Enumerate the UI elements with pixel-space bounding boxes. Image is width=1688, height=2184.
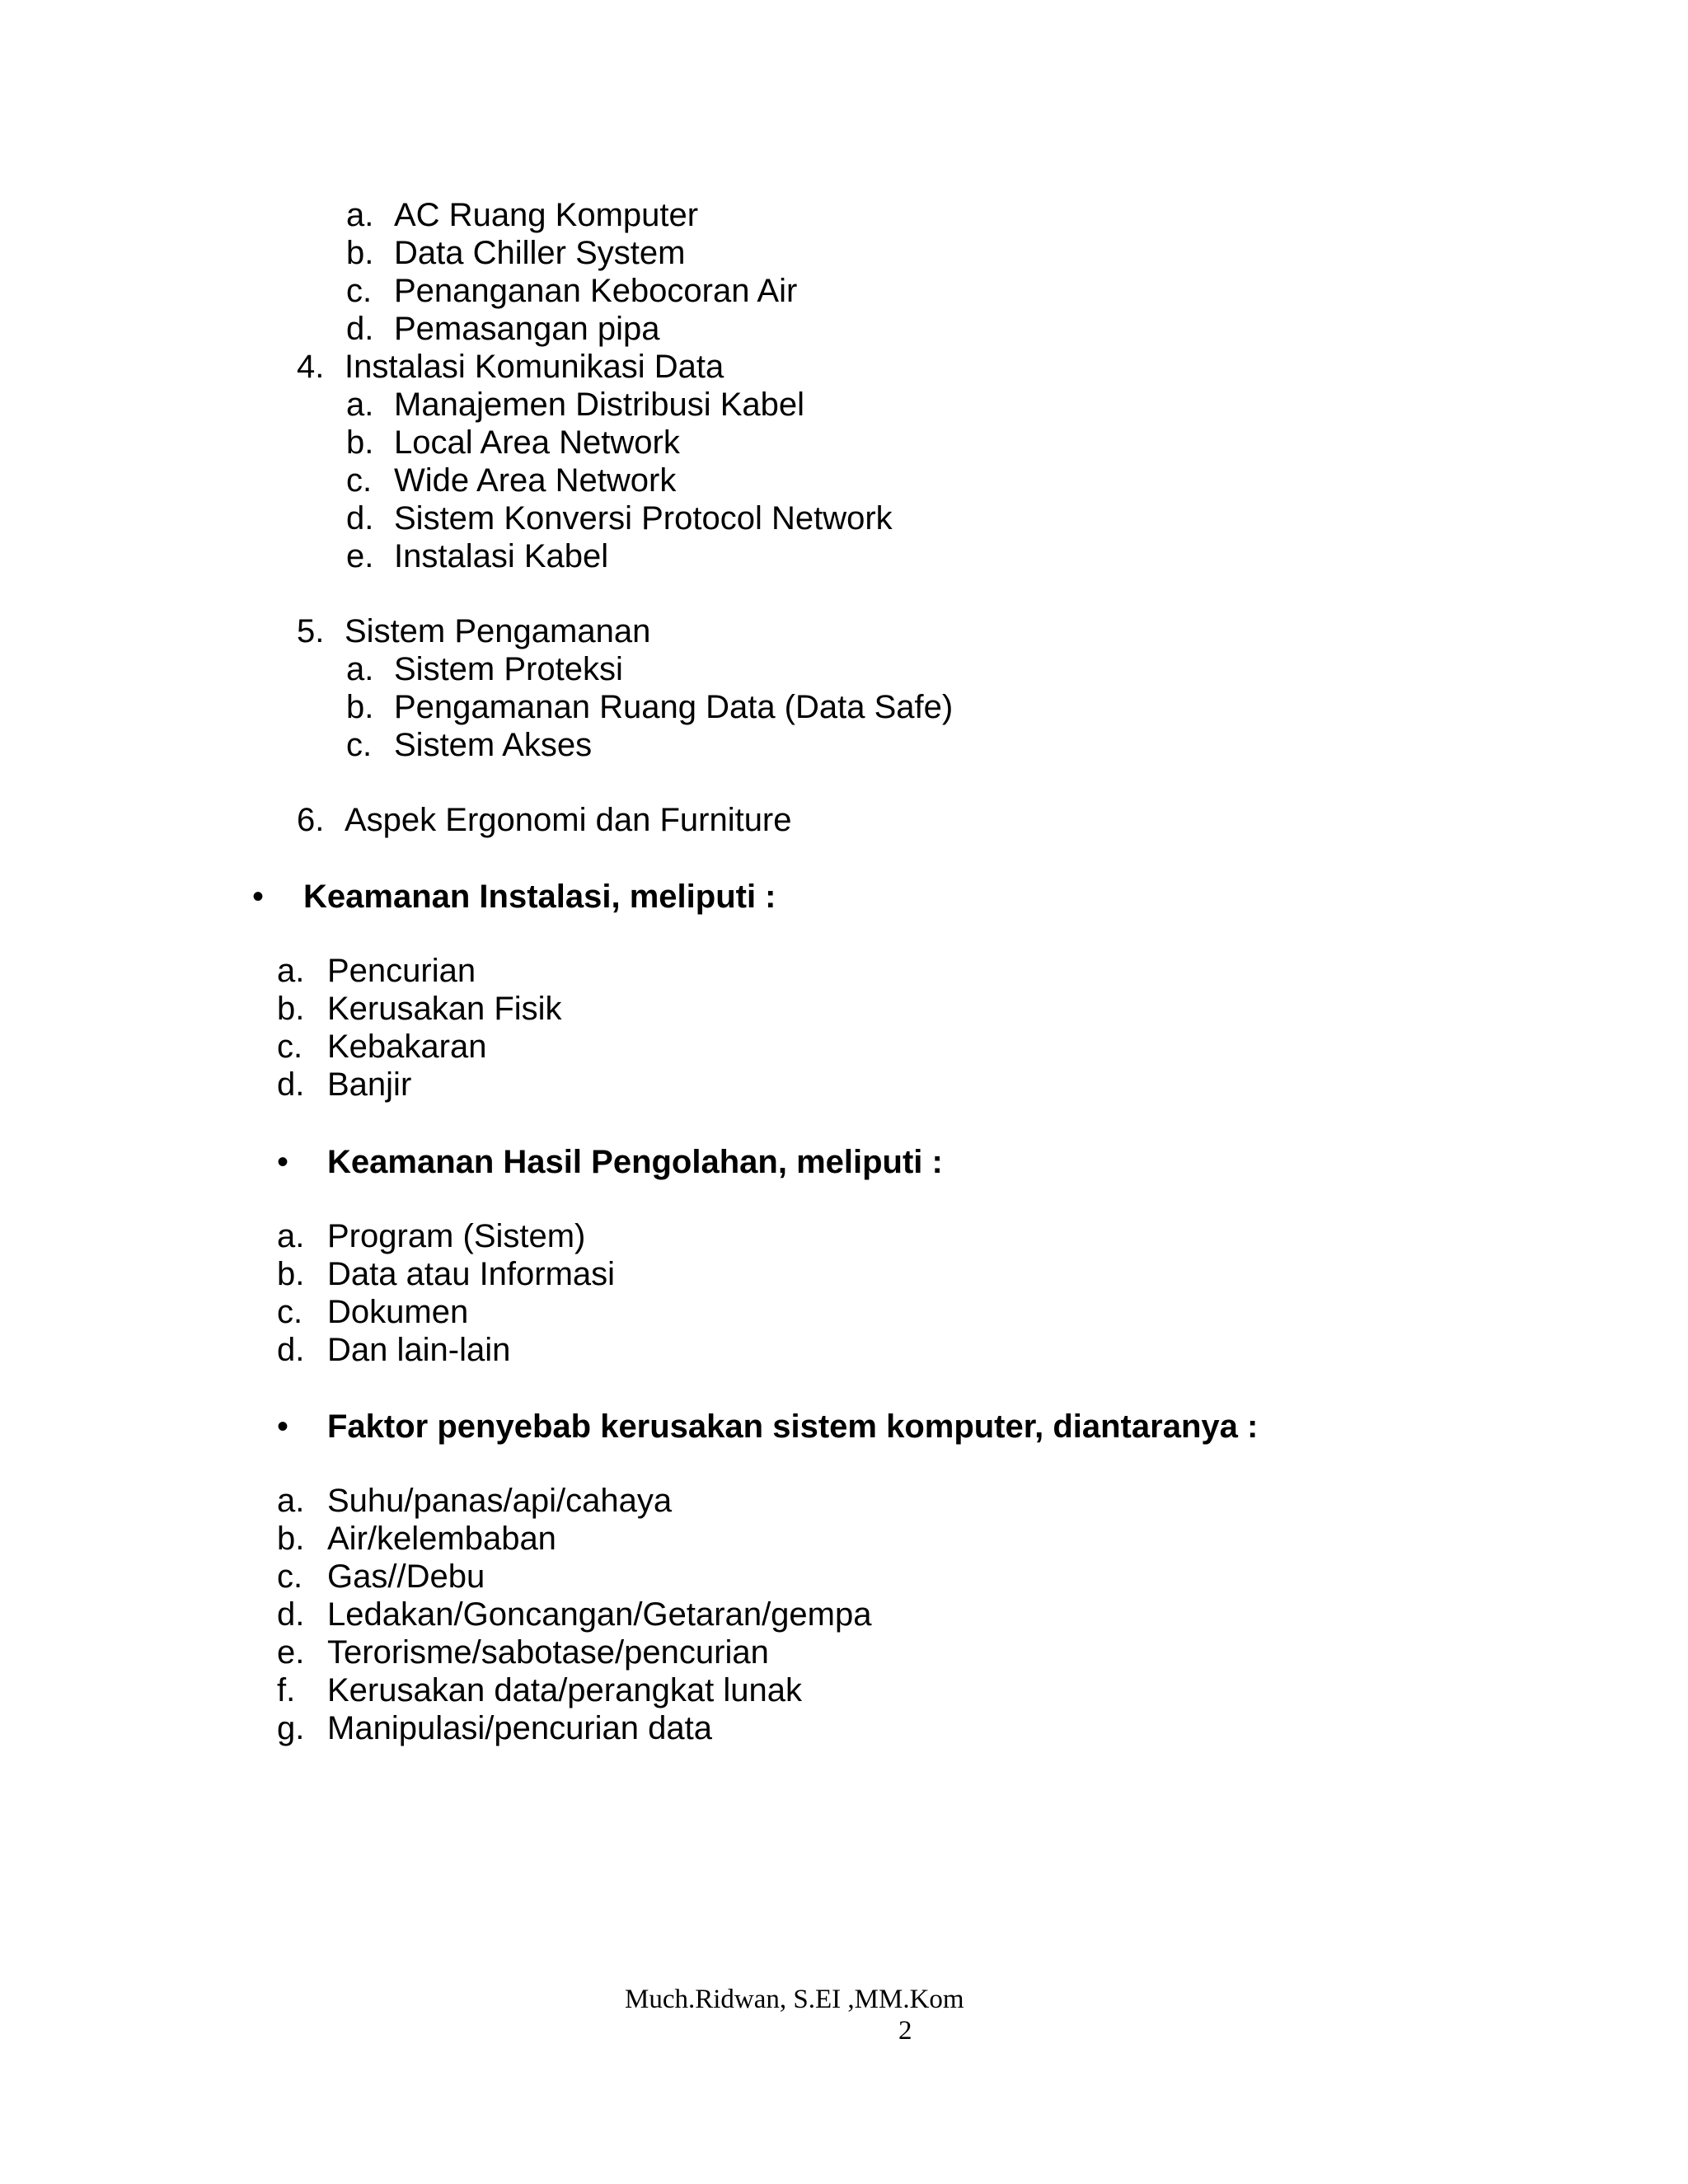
list-marker: c.	[346, 273, 373, 309]
list-marker: b.	[277, 1256, 305, 1292]
list-item-text: Manipulasi/pencurian data	[327, 1710, 712, 1746]
list-marker: d.	[277, 1332, 305, 1368]
list-number: 5.	[297, 613, 325, 649]
list-marker: a.	[277, 1483, 305, 1519]
bullet-heading-text: Keamanan Instalasi, meliputi :	[303, 879, 776, 915]
bullet-heading-text: Faktor penyebab kerusakan sistem komputer, diantaranya :	[327, 1408, 1259, 1445]
list-marker: d.	[277, 1066, 305, 1103]
list-marker: c.	[346, 462, 373, 499]
list-marker: b.	[346, 235, 374, 271]
footer-author: Much.Ridwan, S.EI ,MM.Kom	[625, 1985, 964, 2014]
list-marker: a.	[346, 387, 374, 423]
list-item-text: Air/kelembaban	[327, 1521, 556, 1557]
list-item-text: Kerusakan Fisik	[327, 991, 562, 1027]
list-marker: b.	[277, 991, 305, 1027]
list-item-text: Wide Area Network	[394, 462, 677, 499]
list-item-text: Pengamanan Ruang Data (Data Safe)	[394, 689, 954, 725]
list-item-text: Program (Sistem)	[327, 1218, 586, 1254]
list-item-text: Pencurian	[327, 953, 476, 989]
list-marker: b.	[277, 1521, 305, 1557]
page-number: 2	[898, 2016, 912, 2046]
list-marker: c.	[277, 1294, 303, 1330]
list-marker: b.	[346, 424, 374, 461]
list-marker: c.	[277, 1558, 303, 1595]
list-item-text: Instalasi Kabel	[394, 538, 609, 574]
list-marker: c.	[277, 1029, 303, 1065]
list-marker: g.	[277, 1710, 305, 1746]
list-number: 4.	[297, 349, 325, 385]
list-item-text: Gas//Debu	[327, 1558, 485, 1595]
bullet-icon: •	[277, 1144, 289, 1180]
list-item-text: Sistem Konversi Protocol Network	[394, 500, 893, 537]
list-item-text: Kebakaran	[327, 1029, 487, 1065]
list-item-text: Dokumen	[327, 1294, 469, 1330]
list-marker: a.	[277, 953, 305, 989]
list-number: 6.	[297, 802, 325, 838]
list-item-text: Kerusakan data/perangkat lunak	[327, 1672, 802, 1708]
list-marker: e.	[346, 538, 374, 574]
list-item-title: Instalasi Komunikasi Data	[345, 349, 724, 385]
list-marker: e.	[277, 1634, 305, 1671]
list-item-text: Terorisme/sabotase/pencurian	[327, 1634, 769, 1671]
list-item-text: Data atau Informasi	[327, 1256, 616, 1292]
list-item-text: Banjir	[327, 1066, 412, 1103]
list-marker: d.	[346, 311, 374, 347]
list-item-text: Ledakan/Goncangan/Getaran/gempa	[327, 1596, 872, 1633]
list-item-text: Dan lain-lain	[327, 1332, 511, 1368]
list-marker: a.	[277, 1218, 305, 1254]
bullet-heading-text: Keamanan Hasil Pengolahan, meliputi :	[327, 1144, 943, 1180]
list-marker: a.	[346, 197, 374, 233]
list-marker: d.	[277, 1596, 305, 1633]
list-item-text: Manajemen Distribusi Kabel	[394, 387, 805, 423]
list-marker: c.	[346, 727, 373, 763]
list-marker: b.	[346, 689, 374, 725]
list-marker: f.	[277, 1672, 296, 1708]
list-item-text: Data Chiller System	[394, 235, 686, 271]
list-item-text: Penanganan Kebocoran Air	[394, 273, 798, 309]
bullet-icon: •	[277, 1408, 289, 1445]
list-item-text: Sistem Proteksi	[394, 651, 623, 687]
bullet-icon: •	[252, 879, 265, 915]
list-marker: d.	[346, 500, 374, 537]
list-item-title: Sistem Pengamanan	[345, 613, 651, 649]
list-marker: a.	[346, 651, 374, 687]
list-item-title: Aspek Ergonomi dan Furniture	[345, 802, 792, 838]
list-item-text: Local Area Network	[394, 424, 680, 461]
list-item-text: AC Ruang Komputer	[394, 197, 699, 233]
list-item-text: Sistem Akses	[394, 727, 593, 763]
list-item-text: Suhu/panas/api/cahaya	[327, 1483, 673, 1519]
list-item-text: Pemasangan pipa	[394, 311, 660, 347]
